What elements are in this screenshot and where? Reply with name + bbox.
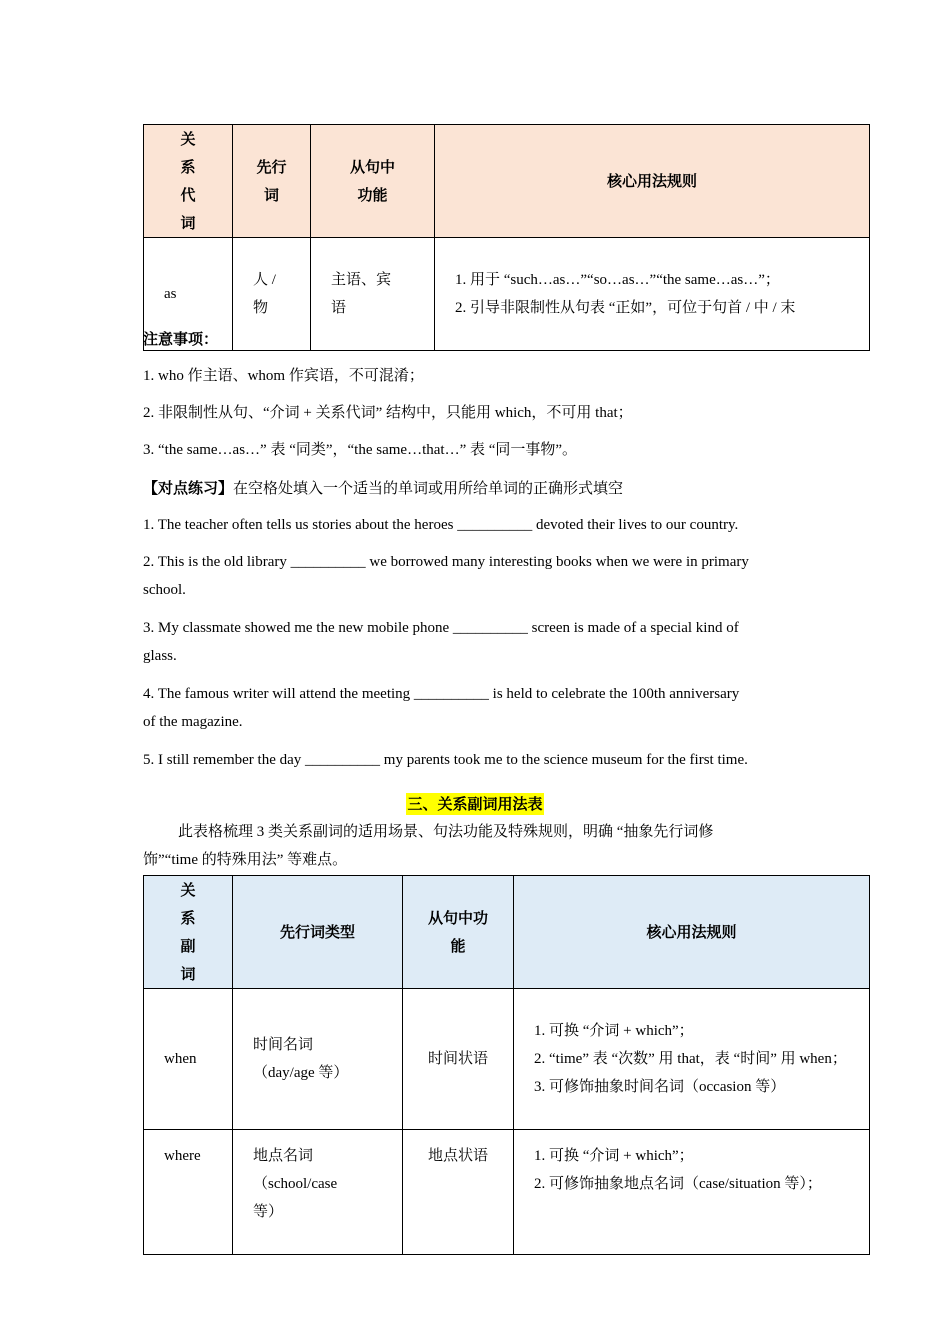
question-3: 3. My classmate showed me the new mobile phone __________ screen is made of a special kind of [143,620,739,636]
notes-title: 注意事项： [143,330,219,348]
question-2-cont: school. [143,582,186,598]
cell-antecedent: 人 / 物 [233,238,311,351]
question-4-cont: of the magazine. [143,714,243,730]
cell-pronoun: as [144,238,233,351]
cell-function: 地点状语 [403,1130,514,1255]
rule-line: 1. 可换 “介词 + which”； [534,1023,694,1039]
relative-pronoun-table [143,124,870,351]
section-title: 三、关系副词用法表 [407,795,543,813]
section-heading [0,790,950,819]
relative-adverb-table [143,875,870,1255]
rule-line: 2. 可修饰抽象地点名词（case/situation 等）； [534,1176,822,1192]
cell-rules [514,989,870,1130]
header-rules: 核心用法规则 [435,125,870,238]
cell-antecedent: 地点名词（school/case 等） [233,1130,403,1255]
header-pronoun: 关系代词 [144,125,233,238]
cell-function: 时间状语 [403,989,514,1130]
header-rules: 核心用法规则 [514,876,870,989]
practice-instruction: 在空格处填入一个适当的单词或用所给单词的正确形式填空 [233,481,624,497]
practice-title: 【对点练习】 [143,479,234,497]
table-row [144,989,870,1130]
rule-line: 2. 引导非限制性从句表 “正如”，可位于句首 / 中 / 末 [455,300,796,316]
cell-function: 主语、宾语 [311,238,435,351]
question-2: 2. This is the old library __________ we borrowed many interesting books when we were in primary [143,554,749,570]
question-4: 4. The famous writer will attend the meeting __________ is held to celebrate the 100th anniversary [143,686,740,702]
question-3-cont: glass. [143,648,177,664]
rule-line: 3. 可修饰抽象时间名词（occasion 等） [534,1079,786,1095]
table-row [144,1130,870,1255]
note-item: 1. who 作主语、whom 作宾语，不可混淆； [143,368,424,384]
note-item: 3. “the same…as…” 表 “同类”，“the same…that…” 表 “同一事物”。 [143,442,578,458]
cell-adverb: where [144,1130,233,1255]
rule-line: 1. 可换 “介词 + which”； [534,1148,694,1164]
header-antecedent: 先行词 [233,125,311,238]
cell-adverb: when [144,989,233,1130]
section-intro: 此表格梳理 3 类关系副词的适用场景、句法功能及特殊规则，明确 “抽象先行词修 [178,824,714,840]
note-item: 2. 非限制性从句、“介词 + 关系代词” 结构中，只能用 which，不可用 that； [143,405,633,421]
practice-heading [143,474,843,503]
header-antecedent-type: 先行词类型 [233,876,403,989]
rule-line: 2. “time” 表 “次数” 用 that，表 “时间” 用 when； [534,1051,847,1067]
question-5: 5. I still remember the day __________ my parents took me to the science museum for the first time. [143,752,748,768]
header-adverb: 关系副词 [144,876,233,989]
cell-antecedent: 时间名词（day/age 等） [233,989,403,1130]
cell-rules [514,1130,870,1255]
header-function: 从句中功能 [403,876,514,989]
header-function: 从句中功能 [311,125,435,238]
rule-line: 1. 用于 “such…as…”“so…as…”“the same…as…”； [455,272,780,288]
question-1: 1. The teacher often tells us stories about the heroes __________ devoted their lives to our country. [143,517,739,533]
section-intro-cont: 饰”“time 的特殊用法” 等难点。 [143,852,348,868]
